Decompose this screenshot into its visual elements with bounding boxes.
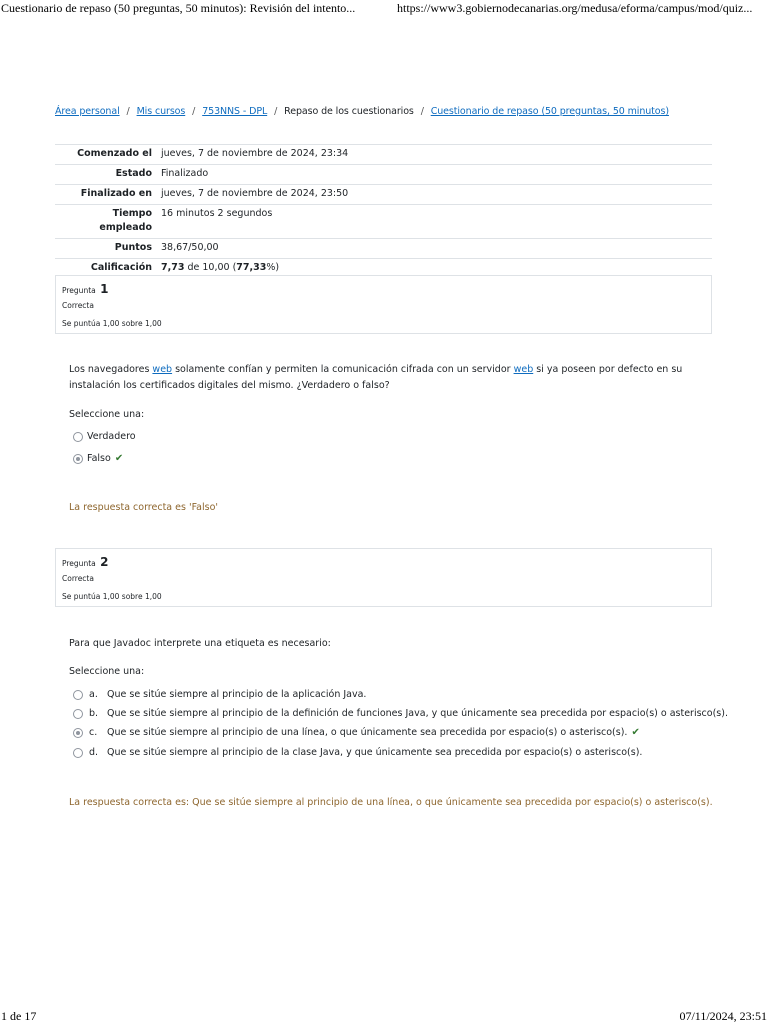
grade-number: 7,73 xyxy=(161,262,185,273)
breadcrumb-section: Repaso de los cuestionarios xyxy=(284,106,414,117)
summary-row-marks xyxy=(55,239,712,259)
question-grade: Se puntúa 1,00 sobre 1,00 xyxy=(62,592,162,601)
answer-option-b[interactable] xyxy=(73,708,728,719)
grade-middle: de 10,00 ( xyxy=(184,262,237,273)
radio-icon[interactable] xyxy=(73,728,83,738)
answer-letter: d. xyxy=(89,747,99,758)
grade-percent: 77,33 xyxy=(236,262,267,273)
breadcrumb-separator: / xyxy=(274,106,278,117)
glossary-link-web[interactable]: web xyxy=(152,364,173,375)
summary-row-time xyxy=(55,205,712,239)
breadcrumb-mis-cursos[interactable]: Mis cursos xyxy=(136,106,186,117)
grade-end: %) xyxy=(266,262,280,273)
summary-value: Finalizado xyxy=(157,165,712,185)
question-prefix: Pregunta xyxy=(62,286,96,295)
answer-label: Verdadero xyxy=(87,431,136,442)
check-icon: ✔ xyxy=(631,727,640,738)
radio-icon[interactable] xyxy=(73,748,83,758)
breadcrumb-quiz[interactable]: Cuestionario de repaso (50 preguntas, 50 minutos) xyxy=(430,106,669,117)
question-prefix: Pregunta xyxy=(62,559,96,568)
summary-value: 38,67/50,00 xyxy=(157,239,712,259)
answer-label: Que se sitúe siempre al principio de la clase Java, y que únicamente sea precedida por espacio(s) o asterisco(s). xyxy=(107,747,643,758)
summary-label: Finalizado en xyxy=(55,185,157,205)
answer-label: Falso xyxy=(87,453,111,464)
question-1-feedback: La respuesta correcta es 'Falso' xyxy=(69,502,218,513)
attempt-summary-table xyxy=(55,144,712,279)
question-text-part: Los navegadores xyxy=(69,364,153,375)
question-text-part: si ya poseen por defecto en su instalación los certificados digitales del mismo. ¿Verdadero o falso? xyxy=(69,364,683,391)
breadcrumb xyxy=(55,106,669,117)
summary-label: Estado xyxy=(55,165,157,185)
question-text-part: solamente confían y permiten la comunicación cifrada con un servidor xyxy=(172,364,514,375)
summary-row-started xyxy=(55,145,712,165)
question-2-text: Para que Javadoc interprete una etiqueta es necesario: xyxy=(69,638,331,649)
question-number-value: 1 xyxy=(100,282,109,296)
summary-label xyxy=(55,205,157,239)
question-state: Correcta xyxy=(62,574,94,583)
print-page-number: 1 de 17 xyxy=(1,1009,37,1023)
summary-label-line: Tiempo xyxy=(112,208,152,219)
question-2-prompt: Seleccione una: xyxy=(69,666,145,677)
breadcrumb-separator: / xyxy=(192,106,196,117)
summary-row-state xyxy=(55,165,712,185)
summary-label: Comenzado el xyxy=(55,145,157,165)
answer-letter: a. xyxy=(89,689,98,700)
summary-row-finished xyxy=(55,185,712,205)
radio-icon[interactable] xyxy=(73,432,83,442)
breadcrumb-course[interactable]: 753NNS - DPL xyxy=(202,106,268,117)
breadcrumb-separator: / xyxy=(126,106,130,117)
question-state: Correcta xyxy=(62,301,94,310)
answer-letter: b. xyxy=(89,708,99,719)
summary-label-line: empleado xyxy=(99,222,152,233)
question-1-prompt: Seleccione una: xyxy=(69,409,145,420)
answer-option-falso[interactable] xyxy=(73,453,123,464)
radio-icon[interactable] xyxy=(73,709,83,719)
question-2-info xyxy=(55,548,712,607)
answer-label: Que se sitúe siempre al principio de una línea, o que únicamente sea precedida por espacio(s) o asterisco(s). xyxy=(107,727,628,738)
answer-label: Que se sitúe siempre al principio de la definición de funciones Java, y que únicamente sea precedida por espacio(s) o asterisco(s). xyxy=(107,708,728,719)
answer-option-a[interactable] xyxy=(73,689,366,700)
radio-icon[interactable] xyxy=(73,690,83,700)
question-number-value: 2 xyxy=(100,555,109,569)
check-icon: ✔ xyxy=(114,453,124,464)
question-grade: Se puntúa 1,00 sobre 1,00 xyxy=(62,319,162,328)
summary-value: jueves, 7 de noviembre de 2024, 23:34 xyxy=(157,145,712,165)
answer-option-c[interactable] xyxy=(73,727,640,738)
breadcrumb-separator: / xyxy=(420,106,424,117)
question-1-text xyxy=(69,362,697,394)
answer-option-verdadero[interactable] xyxy=(73,431,136,442)
radio-icon[interactable] xyxy=(73,454,83,464)
question-number xyxy=(62,282,108,296)
print-datetime: 07/11/2024, 23:51 xyxy=(679,1009,767,1023)
print-header xyxy=(0,0,768,18)
answer-option-d[interactable] xyxy=(73,747,642,758)
answer-letter: c. xyxy=(89,727,98,738)
summary-label: Calificación xyxy=(55,259,157,279)
summary-value: 16 minutos 2 segundos xyxy=(157,205,712,239)
summary-label: Puntos xyxy=(55,239,157,259)
question-number xyxy=(62,555,108,569)
print-page-url: https://www3.gobiernodecanarias.org/medusa/eforma/campus/mod/quiz... xyxy=(397,1,753,15)
print-page-title: Cuestionario de repaso (50 preguntas, 50 minutos): Revisión del intento... xyxy=(1,1,356,15)
question-2-feedback: La respuesta correcta es: Que se sitúe siempre al principio de una línea, o que únicamente sea precedida por espacio(s) o asterisco(s). xyxy=(69,797,713,808)
summary-value: jueves, 7 de noviembre de 2024, 23:50 xyxy=(157,185,712,205)
answer-label: Que se sitúe siempre al principio de la aplicación Java. xyxy=(107,689,367,700)
question-1-info xyxy=(55,275,712,334)
print-footer xyxy=(0,1009,768,1024)
glossary-link-web[interactable]: web xyxy=(513,364,534,375)
breadcrumb-area-personal[interactable]: Área personal xyxy=(55,106,120,117)
